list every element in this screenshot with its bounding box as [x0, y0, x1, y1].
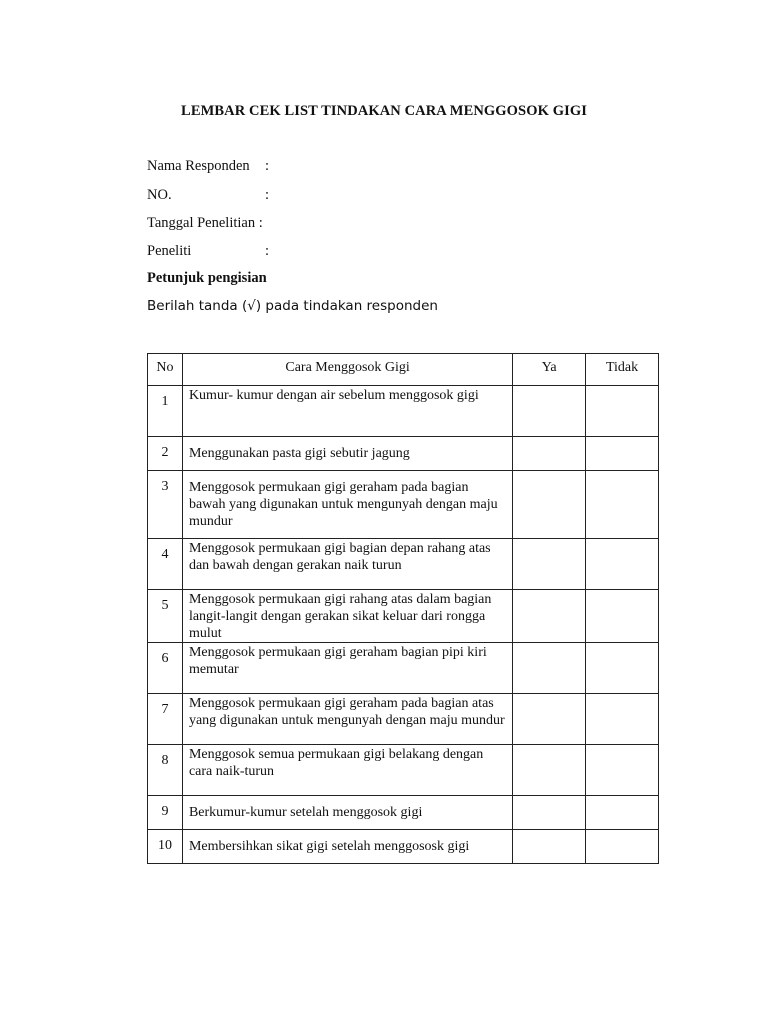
ya-cell[interactable] [513, 386, 586, 437]
table-row [148, 437, 659, 471]
header-ya: Ya [513, 354, 586, 386]
instructions-heading: Petunjuk pengisian [147, 270, 267, 286]
row-number: 4 [148, 539, 183, 590]
instructions-text: Berilah tanda (√) pada tindakan responden [147, 298, 438, 314]
row-step: Menggunakan pasta gigi sebutir jagung [182, 437, 512, 471]
row-number: 7 [148, 694, 183, 745]
document-title: LEMBAR CEK LIST TINDAKAN CARA MENGGOSOK GIGI [181, 103, 587, 119]
ya-cell[interactable] [513, 643, 586, 694]
row-step: Menggosok semua permukaan gigi belakang dengan cara naik-turun [182, 745, 512, 796]
row-number: 2 [148, 437, 183, 471]
field-colon: : [265, 187, 270, 203]
ya-cell[interactable] [513, 694, 586, 745]
field-label: NO. [147, 187, 172, 203]
row-step: Menggosok permukaan gigi rahang atas dalam bagian langit-langit dengan gerakan sikat keluar dari rongga mulut [182, 590, 512, 643]
row-number: 5 [148, 590, 183, 643]
table-row [148, 830, 659, 864]
header-tidak: Tidak [586, 354, 659, 386]
tidak-cell[interactable] [586, 471, 659, 539]
ya-cell[interactable] [513, 471, 586, 539]
row-number: 1 [148, 386, 183, 437]
ya-cell[interactable] [513, 796, 586, 830]
tidak-cell[interactable] [586, 386, 659, 437]
table-row [148, 590, 659, 643]
ya-cell[interactable] [513, 437, 586, 471]
field-label: Peneliti [147, 243, 192, 259]
row-number: 9 [148, 796, 183, 830]
row-step: Menggosok permukaan gigi geraham pada bagian bawah yang digunakan untuk mengunyah dengan maju mundur [182, 471, 512, 539]
row-step: Menggosok permukaan gigi bagian depan rahang atas dan bawah dengan gerakan naik turun [182, 539, 512, 590]
tidak-cell[interactable] [586, 745, 659, 796]
field-colon: : [265, 243, 270, 259]
row-number: 3 [148, 471, 183, 539]
row-step: Menggosok permukaan gigi geraham pada bagian atas yang digunakan untuk mengunyah dengan maju mundur [182, 694, 512, 745]
row-step: Membersihkan sikat gigi setelah menggososk gigi [182, 830, 512, 864]
table-header-row [148, 354, 659, 386]
table-row [148, 745, 659, 796]
table-row [148, 643, 659, 694]
row-number: 6 [148, 643, 183, 694]
ya-cell[interactable] [513, 590, 586, 643]
field-label: Nama Responden [147, 158, 250, 174]
table-row [148, 796, 659, 830]
checklist-table [147, 353, 659, 864]
tidak-cell[interactable] [586, 830, 659, 864]
row-number: 10 [148, 830, 183, 864]
row-step: Kumur- kumur dengan air sebelum menggosok gigi [182, 386, 512, 437]
field-colon: : [265, 158, 270, 174]
header-no: No [148, 354, 183, 386]
header-cara: Cara Menggosok Gigi [182, 354, 512, 386]
tidak-cell[interactable] [586, 796, 659, 830]
row-number: 8 [148, 745, 183, 796]
tidak-cell[interactable] [586, 643, 659, 694]
table-row [148, 471, 659, 539]
ya-cell[interactable] [513, 830, 586, 864]
ya-cell[interactable] [513, 539, 586, 590]
row-step: Berkumur-kumur setelah menggosok gigi [182, 796, 512, 830]
ya-cell[interactable] [513, 745, 586, 796]
tidak-cell[interactable] [586, 694, 659, 745]
table-row [148, 386, 659, 437]
field-label: Tanggal Penelitian : [147, 215, 263, 231]
table-row [148, 539, 659, 590]
tidak-cell[interactable] [586, 539, 659, 590]
tidak-cell[interactable] [586, 590, 659, 643]
table-row [148, 694, 659, 745]
tidak-cell[interactable] [586, 437, 659, 471]
row-step: Menggosok permukaan gigi geraham bagian pipi kiri memutar [182, 643, 512, 694]
